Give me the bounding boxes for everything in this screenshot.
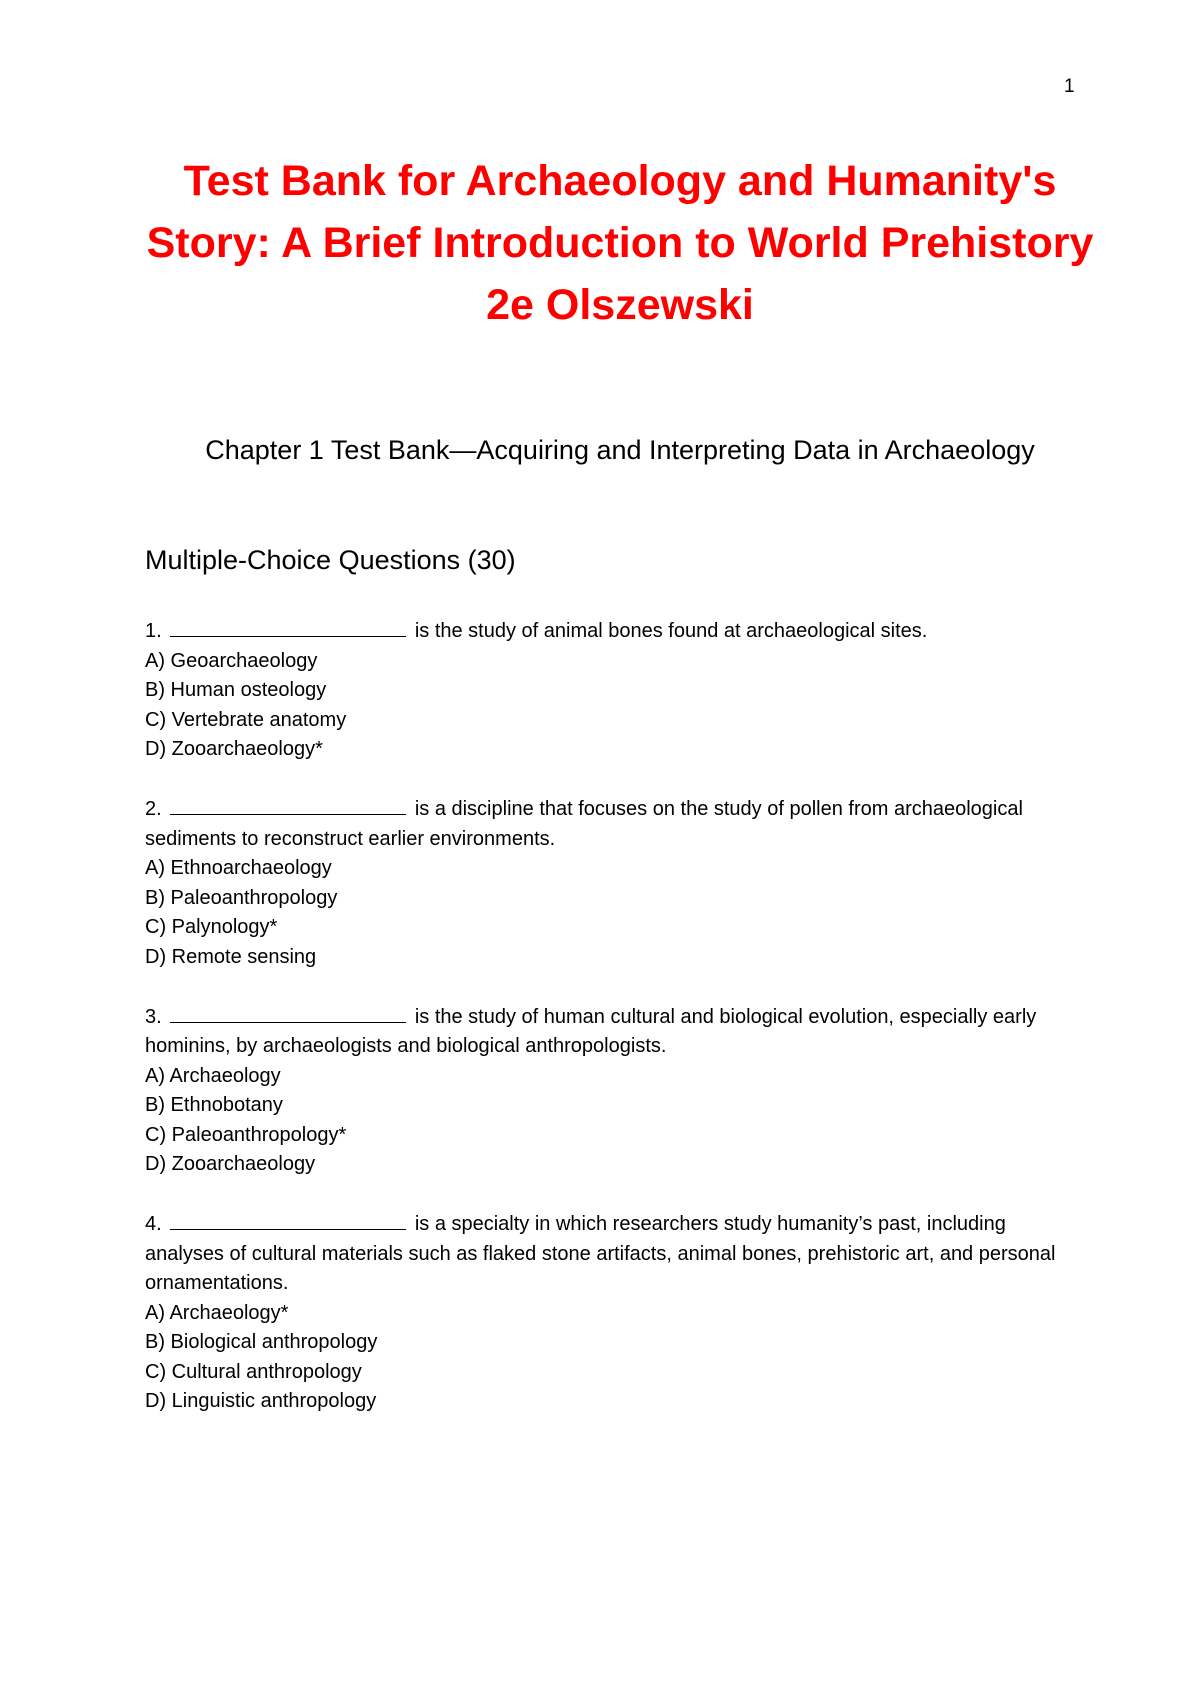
answer-option: D) Zooarchaeology [145,1153,316,1175]
answer-option: B) Paleoanthropology [145,886,338,909]
question-list [145,616,1085,1446]
answer-option: D) Linguistic anthropology [145,1390,377,1412]
answer-option: C) Cultural anthropology [145,1360,362,1383]
answer-blank [170,794,406,815]
question-text: is a discipline that focuses on the study of pollen from archaeological sediments to reconstruct earlier environments. [145,798,1023,850]
question-stem [145,1002,1085,1062]
question-number: 1. [145,620,162,642]
answer-blank [170,1209,406,1230]
question-text: is a specialty in which researchers study humanity’s past, including analyses of cultural materials such as flaked stone artifacts, animal bones, prehistoric art, and personal ornamentations. [145,1213,1056,1294]
answer-options [145,1299,1085,1417]
answer-option: C) Vertebrate anatomy [145,708,347,731]
question-3 [145,1002,1085,1180]
answer-option: A) Archaeology [145,1064,281,1087]
page-number: 1 [1064,76,1075,97]
answer-option: C) Palynology* [145,916,278,938]
answer-option: B) Human osteology [145,679,327,701]
chapter-heading: Chapter 1 Test Bank—Acquiring and Interpreting Data in Archaeology [205,435,1035,465]
question-stem [145,616,1085,647]
question-2 [145,794,1085,972]
answer-blank [170,616,406,637]
answer-option: B) Biological anthropology [145,1331,378,1353]
answer-options [145,1062,1085,1180]
question-number: 4. [145,1213,162,1235]
question-text: is the study of human cultural and biological evolution, especially early hominins, by archaeologists and biological anthropologists. [145,1005,1037,1057]
answer-option: A) Ethnoarchaeology [145,857,332,879]
answer-option: B) Ethnobotany [145,1094,283,1116]
answer-options [145,647,1085,765]
answer-option: A) Geoarchaeology [145,649,318,672]
answer-blank [170,1002,406,1023]
answer-option: D) Remote sensing [145,945,317,968]
question-4 [145,1209,1085,1417]
document-title: Test Bank for Archaeology and Humanity's Story: A Brief Introduction to World Prehistory 2e Olszewski [146,157,1094,329]
answer-option: D) Zooarchaeology* [145,738,323,760]
question-stem [145,1209,1085,1299]
question-1 [145,616,1085,765]
answer-option: C) Paleoanthropology* [145,1123,347,1146]
question-text: is the study of animal bones found at archaeological sites. [414,620,928,642]
question-number: 2. [145,798,162,820]
question-number: 3. [145,1005,162,1028]
answer-options [145,854,1085,972]
question-stem [145,794,1085,854]
answer-option: A) Archaeology* [145,1301,289,1324]
section-heading: Multiple-Choice Questions (30) [145,545,516,575]
